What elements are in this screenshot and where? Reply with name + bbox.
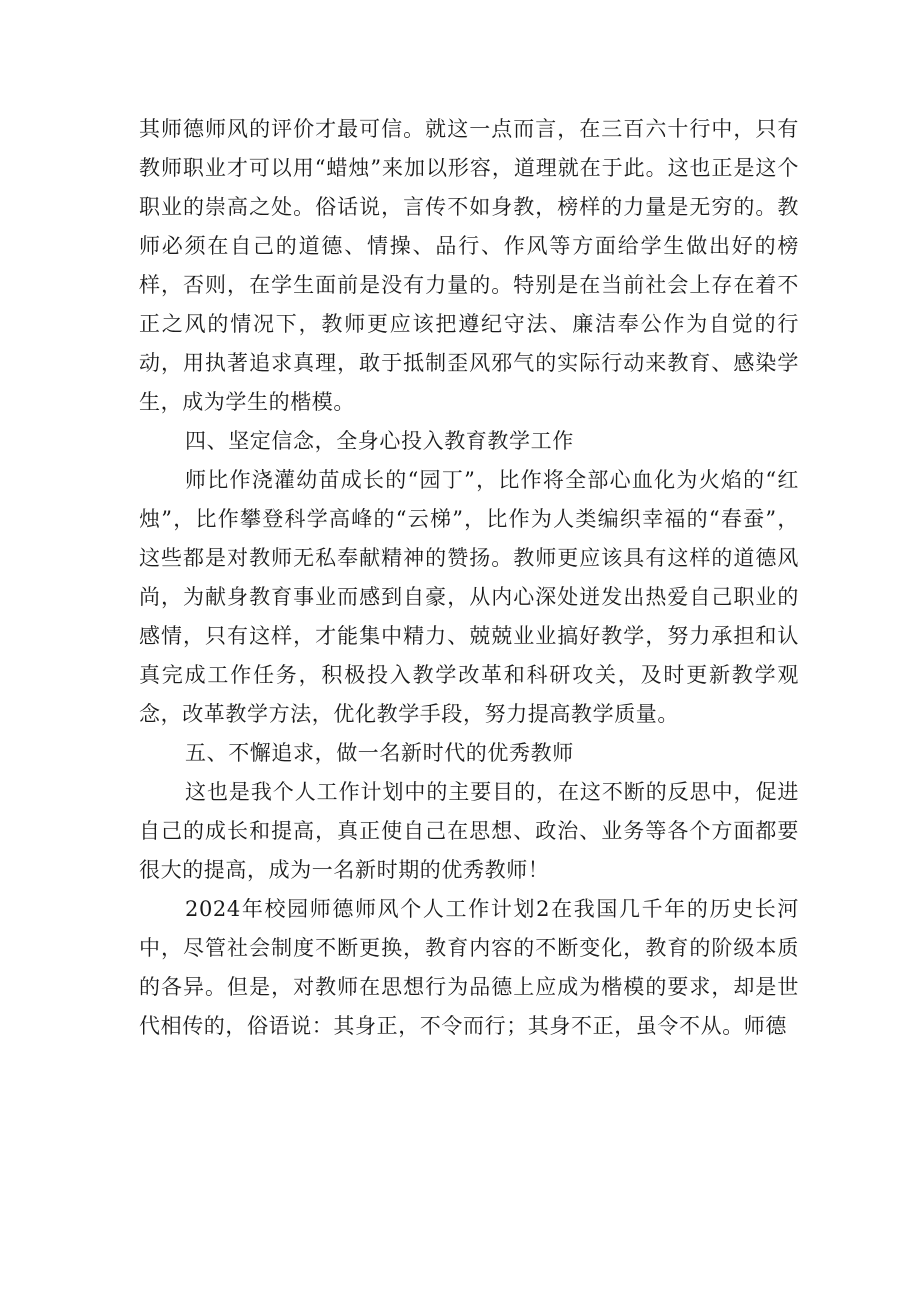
paragraph-plan-2-intro: 2024年校园师德师风个人工作计划2在我国几千年的历史长河中，尽管社会制度不断更换，教育内容的不断变化，教育的阶级本质的各异。但是，对教师在思想行为品德上应成为楷模的要求，却是世代相传的，俗语说：其身正，不令而行；其身不正，虽令不从。师德 — [139, 897, 799, 1038]
section-heading-4: 四、坚定信念，全身心投入教育教学工作 — [185, 429, 574, 453]
paragraph-teacher-ethics-continued: 其师德师风的评价才最可信。就这一点而言，在三百六十行中，只有教师职业才可以用“蜡烛”来加以形容，道理就在于此。这也正是这个职业的崇高之处。俗话说，言传不如身教，榜样的力量是无穷的。教师必须在自己的道德、情操、品行、作风等方面给学生做出好的榜样，否则，在学生面前是没有力量的。特别是在当前社会上存在着不正之风的情况下，教师更应该把遵纪守法、廉洁奉公作为自觉的行动，用执著追求真理，敢于抵制歪风邪气的实际行动来教育、感染学生，成为学生的楷模。 — [139, 117, 799, 414]
document-body — [139, 110, 799, 1046]
paragraph-section-4-body: 师比作浇灌幼苗成长的“园丁”，比作将全部心血化为火焰的“红烛”，比作攀登科学高峰的“云梯”，比作为人类编织幸福的“春蚕”，这些都是对教师无私奉献精神的赞扬。教师更应该具有这样的道德风尚，为献身教育事业而感到自豪，从内心深处迸发出热爱自己职业的感情，只有这样，才能集中精力、兢兢业业搞好教学，努力承担和认真完成工作任务，积极投入教学改革和科研攻关，及时更新教学观念，改革教学方法，优化教学手段，努力提高教学质量。 — [139, 468, 799, 726]
paragraph-section-5-body: 这也是我个人工作计划中的主要目的，在这不断的反思中，促进自己的成长和提高，真正使自己在思想、政治、业务等各个方面都要很大的提高，成为一名新时期的优秀教师！ — [139, 780, 799, 882]
section-heading-5: 五、不懈追求，做一名新时代的优秀教师 — [185, 741, 574, 765]
